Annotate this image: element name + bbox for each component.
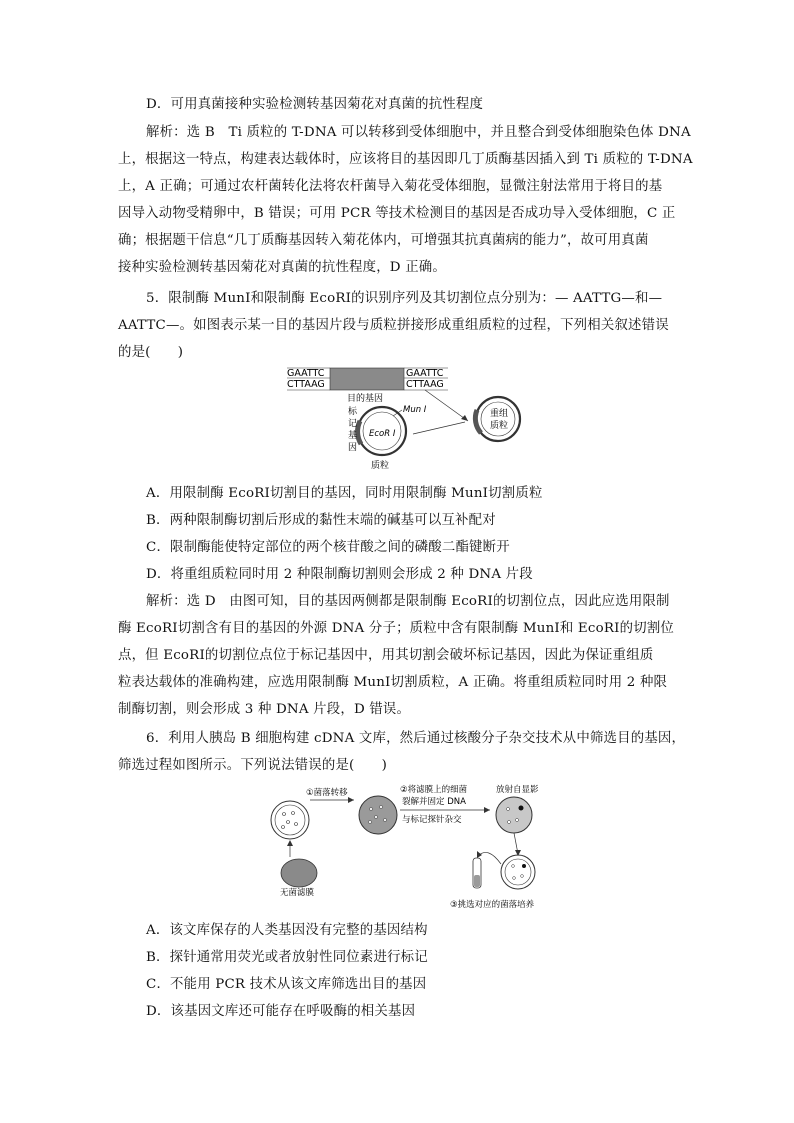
q4-analysis-line: 解析：选 B Ti 质粒的 T-DNA 可以转移到受体细胞中，并且整合到受体细胞染色体 DNA	[146, 125, 691, 140]
colony-dot	[374, 815, 377, 818]
left-seq-bottom: CTTAAG	[287, 379, 325, 390]
plate-original	[271, 801, 309, 839]
recheck-colonies	[512, 865, 524, 880]
colony-dot	[292, 812, 295, 815]
q6-option: B．探针通常用荧光或者放射性同位素进行标记	[146, 950, 428, 965]
q4-option-d: D．可用真菌接种实验检测转基因菊花对真菌的抗性程度	[146, 97, 484, 112]
q5-figure	[285, 366, 530, 476]
sterile-membrane	[281, 859, 317, 887]
colony-dot	[508, 821, 511, 824]
plate-original-inner	[275, 805, 305, 835]
arrowhead	[477, 851, 482, 858]
q4-analysis-line: 接种实验检测转基因菊花对真菌的抗性程度，D 正确。	[118, 260, 446, 275]
membrane-plate	[359, 796, 397, 834]
arrow-plasmid-to-recombinant	[413, 422, 465, 434]
target-gene-block	[330, 368, 404, 390]
original-colonies	[282, 812, 298, 829]
arrowhead	[348, 797, 354, 803]
q5-stem-line: 的是( )	[118, 345, 184, 360]
q4-analysis-line: 上，根据这一特点，构建表达载体时，应该将目的基因即几丁质酶基因插入到 Ti 质粒的 T-DNA	[118, 152, 693, 167]
original-plate-recheck	[501, 855, 535, 889]
plasmid-label: 质粒	[371, 461, 390, 471]
eco-label: EcoR Ⅰ	[369, 429, 396, 439]
q5-option: D．将重组质粒同时用 2 种限制酶切割则会形成 2 种 DNA 片段	[146, 567, 533, 582]
q5-analysis-line: 酶 EcoRⅠ切割含有目的基因的外源 DNA 分子；质粒中含有限制酶 MunⅠ和 EcoRⅠ的切割位	[118, 621, 675, 636]
q5-analysis-line: 点，但 EcoRⅠ的切割位点位于标记基因中，用其切割会破坏标记基因，因此为保证重组质	[118, 648, 654, 663]
arrowhead	[287, 840, 293, 846]
mun-label: Mun Ⅰ	[403, 405, 427, 415]
q6-stem-line: 6．利用人胰岛 B 细胞构建 cDNA 文库，然后通过核酸分子杂交技术从中筛选目的基因，	[146, 731, 686, 746]
marker-label-4: 因	[348, 443, 358, 453]
gene-label: 目的基因	[347, 394, 384, 404]
inserted-gene-segment	[475, 410, 481, 433]
selected-colony	[522, 864, 526, 868]
right-seq-top: GAATTC	[406, 368, 444, 379]
autoradiography-label: 放射自显影	[496, 785, 539, 795]
marker-label-3: 基	[348, 431, 358, 441]
autoradiograph-plate	[496, 797, 532, 833]
marker-gene-segment	[358, 421, 361, 444]
q6-option: D．该基因文库还可能存在呼吸酶的相关基因	[146, 1004, 416, 1019]
q6-stem-line: 筛选过程如图所示。下列说法错误的是( )	[118, 758, 388, 773]
colony-dot	[379, 805, 382, 808]
left-seq-top: GAATTC	[287, 368, 325, 379]
right-seq-bottom: CTTAAG	[406, 379, 444, 390]
step3-label: ③挑选对应的菌落培养	[450, 900, 535, 910]
q6-option: C．不能用 PCR 技术从该文库筛选出目的基因	[146, 977, 427, 992]
q6-figure	[268, 780, 568, 910]
membrane-label: 无菌滤膜	[280, 888, 315, 898]
colony-dot	[513, 877, 516, 880]
colony-dot	[383, 818, 386, 821]
colony-dot	[368, 820, 371, 823]
colony-dot	[287, 821, 290, 824]
q4-analysis-line: 上，A 正确；可通过农杆菌转化法将农杆菌导入菊花受体细胞，显微注射法常用于将目的基	[118, 179, 663, 194]
step2-line2: 裂解并固定 DNA	[402, 797, 466, 807]
original-plate-recheck-inner	[505, 859, 531, 885]
colony-dot	[512, 865, 515, 868]
arrowhead	[484, 807, 490, 813]
step1-label: ①菌落转移	[306, 788, 348, 798]
q6-option: A．该文库保存的人类基因没有完整的基因结构	[146, 923, 428, 938]
q5-stem-line: 5．限制酶 MunⅠ和限制酶 EcoRⅠ的识别序列及其切割位点分别为：— AATTG—和—	[146, 291, 663, 306]
q5-stem-line: AATTC—。如图表示某一目的基因片段与质粒拼接形成重组质粒的过程，下列相关叙述错误	[118, 318, 669, 333]
colony-dot	[521, 875, 524, 878]
colony-dot	[369, 807, 372, 810]
q5-option: A．用限制酶 EcoRⅠ切割目的基因，同时用限制酶 MunⅠ切割质粒	[146, 486, 543, 501]
colony-dot	[295, 823, 298, 826]
arrowhead	[461, 415, 468, 421]
q4-analysis-line: 确；根据题干信息“几丁质酶基因转入菊花体内，可增强其抗真菌病的能力”，故可用真菌	[118, 233, 649, 248]
marker-label-1: 标	[348, 407, 358, 417]
q5-analysis-line: 粒表达载体的准确构建，应选用限制酶 MunⅠ切割质粒，A 正确。将重组质粒同时用 2 种限	[118, 675, 668, 690]
step2-line1: ②将滤膜上的细菌	[400, 785, 468, 795]
q5-option: C．限制酶能使特定部位的两个核苷酸之间的磷酸二酯键断开	[146, 540, 510, 555]
positive-signal-spot	[519, 806, 524, 811]
step2-line3: 与标记探针杂交	[402, 815, 462, 825]
marker-label-2: 记	[348, 419, 358, 429]
arrow-pick-colony	[478, 852, 501, 864]
colony-dot	[282, 826, 285, 829]
colony-dot	[516, 819, 519, 822]
colony-dot	[283, 813, 286, 816]
q5-analysis-line: 解析：选 D 由图可知，目的基因两侧都是限制酶 EcoRⅠ的切割位点，因此应选用限制	[146, 594, 670, 609]
q5-option: B．两种限制酶切割后形成的黏性末端的碱基可以互补配对	[146, 513, 496, 528]
colony-dot	[507, 808, 510, 811]
culture-medium	[474, 875, 480, 887]
recombinant-label-2: 质粒	[490, 421, 509, 431]
recombinant-label-1: 重组	[490, 409, 509, 419]
q4-analysis-line: 因导入动物受精卵中，B 错误；可用 PCR 等技术检测目的基因是否成功导入受体细胞，C 正	[118, 206, 676, 221]
recombinant-circle	[476, 397, 520, 441]
arrow-gene-to-recombinant	[425, 390, 468, 421]
q5-analysis-line: 制酶切割，则会形成 3 种 DNA 片段，D 错误。	[118, 702, 411, 717]
